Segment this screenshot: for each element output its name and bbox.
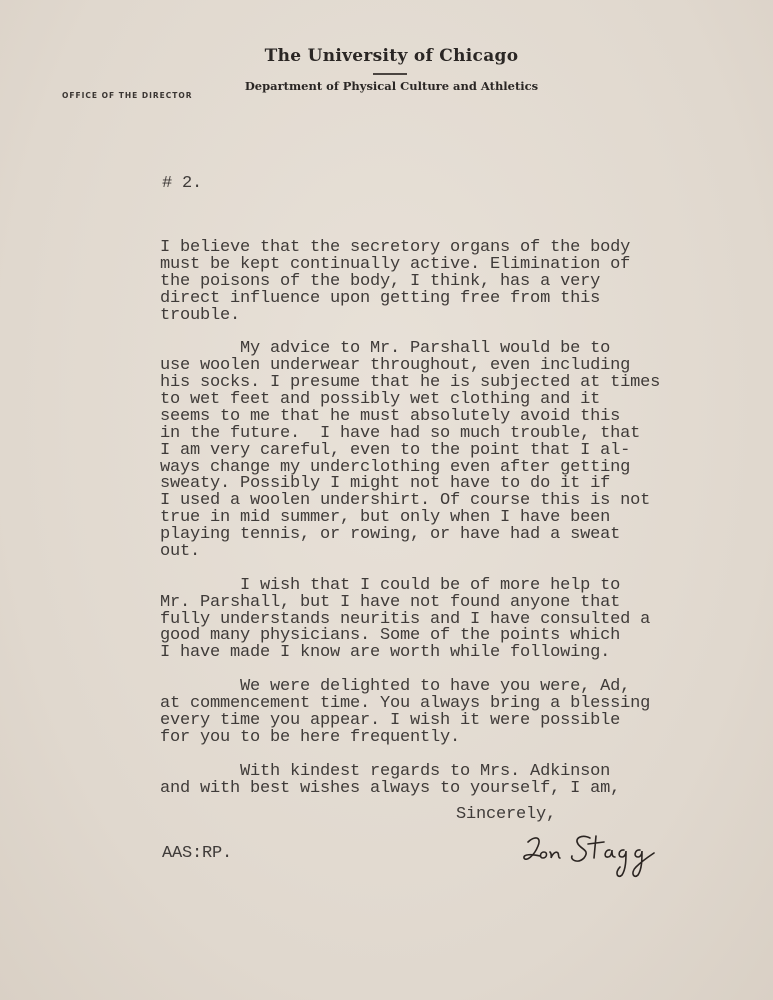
text-line: good many physicians. Some of the points which — [160, 626, 621, 646]
text-line: sweaty. Possibly I might not have to do it if — [160, 474, 611, 494]
letterhead-department: Department of Physical Culture and Athletics — [244, 79, 539, 93]
handwritten-signature-icon — [520, 828, 670, 888]
text-line: for you to be here frequently. — [160, 727, 461, 747]
text-line: at commencement time. You always bring a blessing — [160, 694, 651, 714]
text-line: My advice to Mr. Parshall would be to — [160, 339, 611, 359]
text-line: must be kept continually active. Elimination of — [160, 254, 631, 274]
paragraph — [160, 240, 660, 324]
text-line: trouble. — [160, 305, 241, 325]
text-line: I used a woolen undershirt. Of course this is not — [160, 491, 651, 511]
typist-initials: AAS:RP. — [162, 844, 233, 863]
text-line: fully understands neuritis and I have consulted a — [160, 609, 651, 629]
paragraph — [160, 575, 660, 663]
paragraph — [160, 761, 660, 798]
text-line: playing tennis, or rowing, or have had a sweat — [160, 525, 621, 545]
text-line: I believe that the secretory organs of the body — [160, 238, 631, 257]
page-number: # 2. — [162, 174, 203, 193]
paragraph — [160, 341, 660, 561]
text-line: use woolen underwear throughout, even including — [160, 356, 631, 376]
text-line: the poisons of the body, I think, has a very — [160, 271, 601, 291]
letter-body — [160, 240, 660, 814]
text-line: direct influence upon getting free from this — [160, 288, 601, 308]
text-line: in the future. I have had so much trouble, that — [160, 423, 641, 443]
text-line: I wish that I could be of more help to — [160, 575, 621, 595]
text-line: to wet feet and possibly wet clothing and it — [160, 390, 601, 410]
text-line: ways change my underclothing even after getting — [160, 457, 631, 477]
text-line: every time you appear. I wish it were possible — [160, 710, 621, 730]
text-line: his socks. I presume that he is subjected at times — [160, 373, 661, 393]
text-line: true in mid summer, but only when I have been — [160, 508, 611, 528]
text-line: I am very careful, even to the point that I al- — [160, 440, 631, 460]
letterhead-divider — [373, 73, 407, 75]
text-line: We were delighted to have you were, Ad, — [160, 677, 631, 697]
signature — [520, 828, 670, 893]
text-line: With kindest regards to Mrs. Adkinson — [160, 761, 611, 781]
closing: Sincerely, — [456, 805, 557, 824]
text-line: I have made I know are worth while following. — [160, 643, 611, 663]
text-line: and with best wishes always to yourself, I am, — [160, 778, 621, 798]
paragraph — [160, 679, 660, 747]
text-line: Mr. Parshall, but I have not found anyone that — [160, 592, 621, 612]
letterhead-office: OFFICE OF THE DIRECTOR — [62, 91, 193, 100]
text-line: out. — [160, 542, 201, 562]
letterhead-institution: The University of Chicago — [264, 46, 519, 66]
text-line: seems to me that he must absolutely avoid this — [160, 406, 621, 426]
